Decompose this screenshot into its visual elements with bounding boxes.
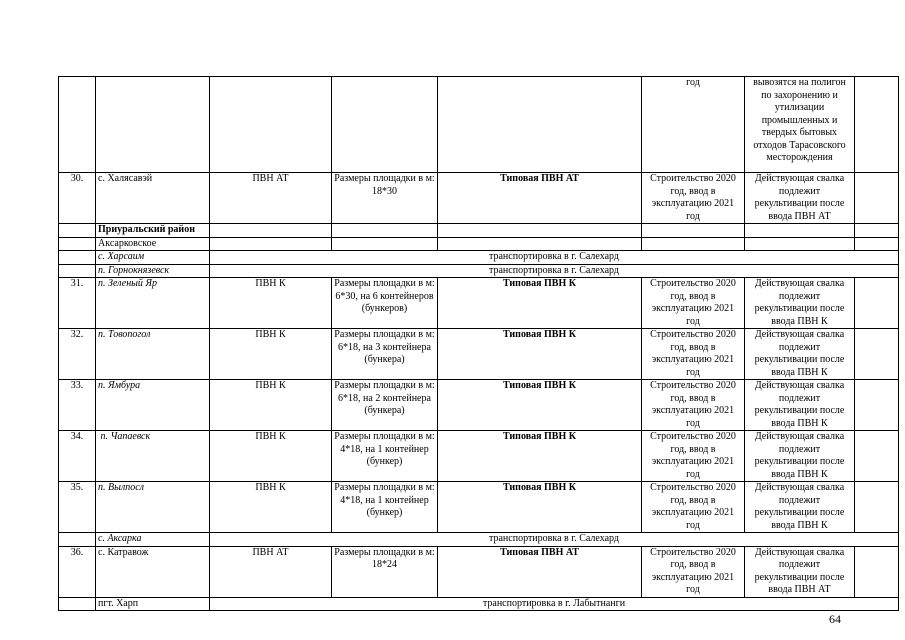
transport-place: с. Харсаим — [96, 251, 210, 265]
cell-num: 36. — [59, 546, 96, 597]
transport-place: пгт. Харп — [96, 597, 210, 611]
cell-num: 32. — [59, 329, 96, 380]
district-row — [59, 224, 899, 238]
cell-type: ПВН К — [210, 278, 332, 329]
settlement-row — [59, 237, 899, 251]
cell-build: Строительство 2020 год, ввод в эксплуатацию 2021 год — [642, 380, 745, 431]
transport-row — [59, 251, 899, 265]
cell-type: ПВН АТ — [210, 173, 332, 224]
page-number: 64 — [829, 612, 841, 626]
cell-build: Строительство 2020 год, ввод в эксплуатацию 2021 год — [642, 173, 745, 224]
transport-text: транспортировка в г. Салехард — [210, 533, 899, 547]
settlement-title: Аксарковское — [96, 237, 210, 251]
table-row — [59, 546, 899, 597]
transport-place: п. Горнокнязевск — [96, 264, 210, 278]
cell-place: п. Товопогол — [96, 329, 210, 380]
cell-note: Действующая свалка подлежит рекультивации после ввода ПВН К — [745, 431, 855, 482]
cell-build: Строительство 2020 год, ввод в эксплуатацию 2021 год — [642, 329, 745, 380]
cell-design: Типовая ПВН К — [438, 431, 642, 482]
cell-size: Размеры площадки в м: 6*30, на 6 контейнеров (бункеров) — [332, 278, 438, 329]
cell-place: п. Зеленый Яр — [96, 278, 210, 329]
transport-row — [59, 533, 899, 547]
table-row — [59, 482, 899, 533]
cell-note: Действующая свалка подлежит рекультивации после ввода ПВН АТ — [745, 546, 855, 597]
cell-num: 35. — [59, 482, 96, 533]
cell-place: с. Халясавэй — [96, 173, 210, 224]
transport-text: транспортировка в г. Салехард — [210, 264, 899, 278]
transport-place: с. Аксарка — [96, 533, 210, 547]
cell-num: 30. — [59, 173, 96, 224]
cell-design: Типовая ПВН К — [438, 482, 642, 533]
cell-size: Размеры площадки в м: 18*24 — [332, 546, 438, 597]
cell-note: Действующая свалка подлежит рекультивации после ввода ПВН АТ — [745, 173, 855, 224]
cell-build: Строительство 2020 год, ввод в эксплуатацию 2021 год — [642, 482, 745, 533]
cell-type: ПВН К — [210, 380, 332, 431]
table-row — [59, 380, 899, 431]
transport-row — [59, 264, 899, 278]
cell-note: Действующая свалка подлежит рекультивации после ввода ПВН К — [745, 380, 855, 431]
transport-text: транспортировка в г. Лабытнанги — [210, 597, 899, 611]
cell-size: Размеры площадки в м: 4*18, на 1 контейнер (бункер) — [332, 482, 438, 533]
cell-design: Типовая ПВН К — [438, 278, 642, 329]
cell-type: ПВН К — [210, 431, 332, 482]
cell-num: 34. — [59, 431, 96, 482]
cell-place: с. Катравож — [96, 546, 210, 597]
cell-num: 31. — [59, 278, 96, 329]
cell-type: ПВН АТ — [210, 546, 332, 597]
transport-row — [59, 597, 899, 611]
district-title: Приуральский район — [96, 224, 210, 238]
cell-build: Строительство 2020 год, ввод в эксплуатацию 2021 год — [642, 278, 745, 329]
cell-build: Строительство 2020 год, ввод в эксплуатацию 2021 год — [642, 431, 745, 482]
cell-place: п. Чапаевск — [96, 431, 210, 482]
cell-design: Типовая ПВН АТ — [438, 173, 642, 224]
cell-design: Типовая ПВН К — [438, 329, 642, 380]
cell-note: Действующая свалка подлежит рекультивации после ввода ПВН К — [745, 278, 855, 329]
cell-num: 33. — [59, 380, 96, 431]
cell-design: Типовая ПВН К — [438, 380, 642, 431]
cell-type: ПВН К — [210, 329, 332, 380]
cell-note-continued: вывозятся на полигон по захоронению и утилизации промышленных и твердых бытовых отходов Тарасовского месторождения — [745, 77, 855, 173]
transport-text: транспортировка в г. Салехард — [210, 251, 899, 265]
cell-note: Действующая свалка подлежит рекультивации после ввода ПВН К — [745, 482, 855, 533]
cell-place: п. Ямбура — [96, 380, 210, 431]
cell-design: Типовая ПВН АТ — [438, 546, 642, 597]
cell-size: Размеры площадки в м: 18*30 — [332, 173, 438, 224]
table-row — [59, 431, 899, 482]
cell-type: ПВН К — [210, 482, 332, 533]
table-row — [59, 173, 899, 224]
table-row — [59, 329, 899, 380]
table-row — [59, 278, 899, 329]
waste-sites-table — [58, 76, 899, 611]
table-row-continued — [59, 77, 899, 173]
cell-build-continued: год — [642, 77, 745, 173]
cell-size: Размеры площадки в м: 6*18, на 2 контейнера (бункера) — [332, 380, 438, 431]
cell-size: Размеры площадки в м: 4*18, на 1 контейнер (бункер) — [332, 431, 438, 482]
cell-build: Строительство 2020 год, ввод в эксплуатацию 2021 год — [642, 546, 745, 597]
cell-size: Размеры площадки в м: 6*18, на 3 контейнера (бункера) — [332, 329, 438, 380]
cell-note: Действующая свалка подлежит рекультивации после ввода ПВН К — [745, 329, 855, 380]
cell-place: п. Вылпосл — [96, 482, 210, 533]
